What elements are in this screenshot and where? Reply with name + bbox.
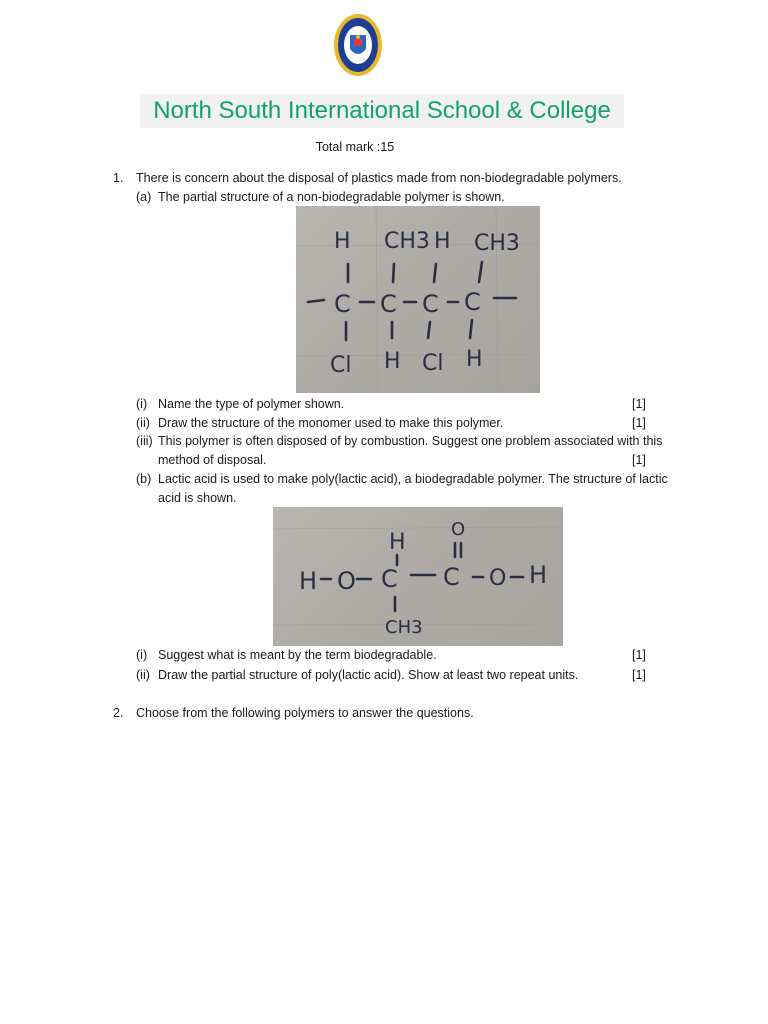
subpart-text: Name the type of polymer shown. xyxy=(158,397,345,411)
part-text: Lactic acid is used to make poly(lactic acid), a biodegradable polymer. The structure of lactic xyxy=(158,472,668,486)
atom-label: Cl xyxy=(422,351,444,376)
atom-label: O xyxy=(489,566,507,591)
atom-label: CH3 xyxy=(384,229,430,254)
subpart-text: Draw the structure of the monomer used to make this polymer. xyxy=(158,416,504,430)
lactic-acid-structure-photo xyxy=(273,507,563,646)
school-crest-icon xyxy=(333,13,383,77)
mark-badge: [1] xyxy=(632,397,646,411)
question-text: Choose from the following polymers to answer the questions. xyxy=(136,706,474,720)
atom-label: Cl xyxy=(330,353,352,378)
atom-label: H xyxy=(299,567,318,595)
atom-label: O xyxy=(337,567,356,595)
page-title: North South International School & College xyxy=(140,94,624,128)
question-number: 2. xyxy=(113,706,124,720)
atom-label: H xyxy=(529,561,548,589)
mark-badge: [1] xyxy=(632,648,646,662)
question-number: 1. xyxy=(113,171,124,185)
mark-badge: [1] xyxy=(632,416,646,430)
total-mark: Total mark :15 xyxy=(315,140,395,154)
atom-label: C xyxy=(422,290,439,318)
atom-label: O xyxy=(451,519,466,540)
atom-label: C xyxy=(380,290,397,318)
atom-label: H xyxy=(334,229,351,254)
atom-label: C xyxy=(464,288,481,316)
part-label: (a) xyxy=(136,190,152,204)
atom-label: H xyxy=(389,530,406,555)
subpart-label: (i) xyxy=(136,397,148,411)
atom-label: CH3 xyxy=(385,617,423,638)
subpart-label: (ii) xyxy=(136,668,150,682)
atom-label: H xyxy=(434,229,451,254)
subpart-text: Draw the partial structure of poly(lactic acid). Show at least two repeat units. xyxy=(158,668,579,682)
subpart-label: (iii) xyxy=(136,434,153,448)
subpart-label: (ii) xyxy=(136,416,150,430)
atom-label: CH3 xyxy=(474,231,520,256)
subpart-text: Suggest what is meant by the term biodegradable. xyxy=(158,648,437,662)
subpart-label: (i) xyxy=(136,648,148,662)
question-text: There is concern about the disposal of plastics made from non-biodegradable polymers. xyxy=(136,171,622,185)
atom-label: H xyxy=(384,349,401,374)
atom-label: C xyxy=(334,290,351,318)
part-text-continued: acid is shown. xyxy=(158,491,237,505)
atom-label: C xyxy=(443,563,460,591)
atom-label: C xyxy=(381,565,398,593)
atom-label: H xyxy=(466,347,483,372)
subpart-text-continued: method of disposal. xyxy=(158,453,267,467)
part-text: The partial structure of a non-biodegradable polymer is shown. xyxy=(158,190,505,204)
subpart-text: This polymer is often disposed of by combustion. Suggest one problem associated with this xyxy=(158,434,663,448)
mark-badge: [1] xyxy=(632,453,646,467)
mark-badge: [1] xyxy=(632,668,646,682)
polymer-structure-photo xyxy=(296,206,540,393)
part-label: (b) xyxy=(136,472,152,486)
